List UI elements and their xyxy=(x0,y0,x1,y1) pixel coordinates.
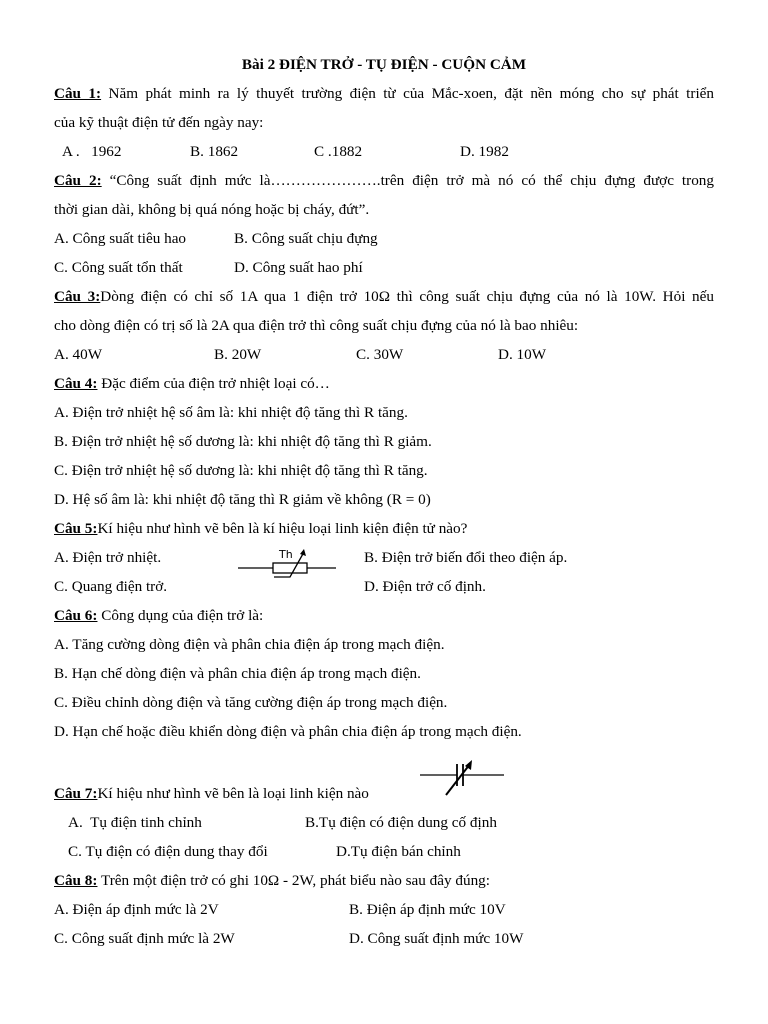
question-3-line-2: cho dòng điện có trị số là 2A qua điện trở thì công suất chịu đựng của nó là bao nhiêu: xyxy=(54,317,579,334)
question-1-option-c[interactable]: C .1882 xyxy=(314,143,363,160)
question-7-line-1 xyxy=(54,784,714,804)
question-4-option-d[interactable]: D. Hệ số âm là: khi nhiệt độ tăng thì R giảm về không (R = 0) xyxy=(54,491,431,508)
question-1-option-b[interactable]: B. 1862 xyxy=(190,143,239,160)
question-7-option-d[interactable]: D.Tụ điện bán chỉnh xyxy=(336,843,461,860)
question-4-option-a[interactable]: A. Điện trở nhiệt hệ số âm là: khi nhiệt độ tăng thì R tăng. xyxy=(54,404,408,421)
question-5-text: Kí hiệu như hình vẽ bên là kí hiệu loại linh kiện điện tử nào? xyxy=(97,520,468,537)
question-6-text: Công dụng của điện trở là: xyxy=(101,607,264,624)
question-3-option-d[interactable]: D. 10W xyxy=(498,346,547,363)
question-5-line-1 xyxy=(54,519,714,539)
question-8-label: Câu 8: xyxy=(54,872,98,889)
question-2-line-2: thời gian dài, không bị quá nóng hoặc bị cháy, đứt”. xyxy=(54,201,370,218)
question-6-option-a[interactable]: A. Tăng cường dòng điện và phân chia điện áp trong mạch điện. xyxy=(54,636,445,653)
question-2-line-1 xyxy=(54,171,714,191)
question-3-option-a[interactable]: A. 40W xyxy=(54,346,103,363)
question-4-label: Câu 4: xyxy=(54,375,98,392)
question-3-option-b[interactable]: B. 20W xyxy=(214,346,262,363)
question-7-option-a[interactable]: A. Tụ điện tinh chỉnh xyxy=(68,814,202,831)
question-3-option-c[interactable]: C. 30W xyxy=(356,346,404,363)
question-5-option-b[interactable]: B. Điện trở biến đổi theo điện áp. xyxy=(364,549,568,566)
question-5-option-a[interactable]: A. Điện trở nhiệt. xyxy=(54,549,162,566)
question-4-line-1 xyxy=(54,374,714,394)
question-8-option-c[interactable]: C. Công suất định mức là 2W xyxy=(54,930,235,947)
question-2-option-c[interactable]: C. Công suất tổn thất xyxy=(54,259,183,276)
question-8-line-1 xyxy=(54,871,714,891)
question-2-option-d[interactable]: D. Công suất hao phí xyxy=(234,259,363,276)
question-2-option-a[interactable]: A. Công suất tiêu hao xyxy=(54,230,187,247)
question-8-text: Trên một điện trở có ghi 10Ω - 2W, phát biểu nào sau đây đúng: xyxy=(101,872,490,889)
question-3-line-1 xyxy=(54,287,714,307)
question-1-option-d[interactable]: D. 1982 xyxy=(460,143,509,160)
question-7-option-b[interactable]: B.Tụ điện có điện dung cố định xyxy=(305,814,497,831)
question-6-option-d[interactable]: D. Hạn chế hoặc điều khiển dòng điện và phân chia điện áp trong mạch điện. xyxy=(54,723,522,740)
question-5-option-d[interactable]: D. Điện trở cố định. xyxy=(364,578,486,595)
question-2-label: Câu 2: xyxy=(54,172,102,189)
question-5-option-c[interactable]: C. Quang điện trở. xyxy=(54,578,168,595)
question-6-line-1 xyxy=(54,606,714,626)
question-3-label: Câu 3: xyxy=(54,288,101,305)
question-1-line-1 xyxy=(54,84,714,104)
question-3-text: Dòng điện có chỉ số 1A qua 1 điện trở 10Ω thì công suất chịu đựng của nó là 10W. Hỏi nếu xyxy=(100,288,714,305)
question-1-option-a[interactable]: A . 1962 xyxy=(62,143,122,160)
question-7-option-c[interactable]: C. Tụ điện có điện dung thay đổi xyxy=(68,843,268,860)
question-4-option-c[interactable]: C. Điện trở nhiệt hệ số dương là: khi nhiệt độ tăng thì R tăng. xyxy=(54,462,428,479)
question-7-text: Kí hiệu như hình vẽ bên là loại linh kiện nào xyxy=(97,785,369,802)
question-7-label: Câu 7: xyxy=(54,785,98,802)
question-4-text: Đặc điểm của điện trở nhiệt loại có… xyxy=(101,375,330,392)
page-title: Bài 2 ĐIỆN TRỞ - TỤ ĐIỆN - CUỘN CẢM xyxy=(241,56,527,73)
question-8-option-a[interactable]: A. Điện áp định mức là 2V xyxy=(54,901,219,918)
thermistor-symbol-icon xyxy=(238,544,338,578)
question-1-label: Câu 1: xyxy=(54,85,102,102)
question-5-label: Câu 5: xyxy=(54,520,98,537)
question-2-text: “Công suất định mức là………………….trên điện trở mà nó có thể chịu đựng được trong xyxy=(109,172,714,189)
question-8-option-b[interactable]: B. Điện áp định mức 10V xyxy=(349,901,506,918)
question-2-option-b[interactable]: B. Công suất chịu đựng xyxy=(234,230,378,247)
question-6-label: Câu 6: xyxy=(54,607,98,624)
question-1-line-2: của kỹ thuật điện tử đến ngày nay: xyxy=(54,114,264,131)
question-1-text: Năm phát minh ra lý thuyết trường điện từ của Mắc-xoen, đặt nền móng cho sự phát triển xyxy=(108,85,715,102)
thermistor-label: Th xyxy=(279,548,293,561)
question-8-option-d[interactable]: D. Công suất định mức 10W xyxy=(349,930,524,947)
question-6-option-b[interactable]: B. Hạn chế dòng điện và phân chia điện áp trong mạch điện. xyxy=(54,665,421,682)
question-6-option-c[interactable]: C. Điều chỉnh dòng điện và tăng cường điện áp trong mạch điện. xyxy=(54,694,448,711)
question-4-option-b[interactable]: B. Điện trở nhiệt hệ số dương là: khi nhiệt độ tăng thì R giảm. xyxy=(54,433,432,450)
